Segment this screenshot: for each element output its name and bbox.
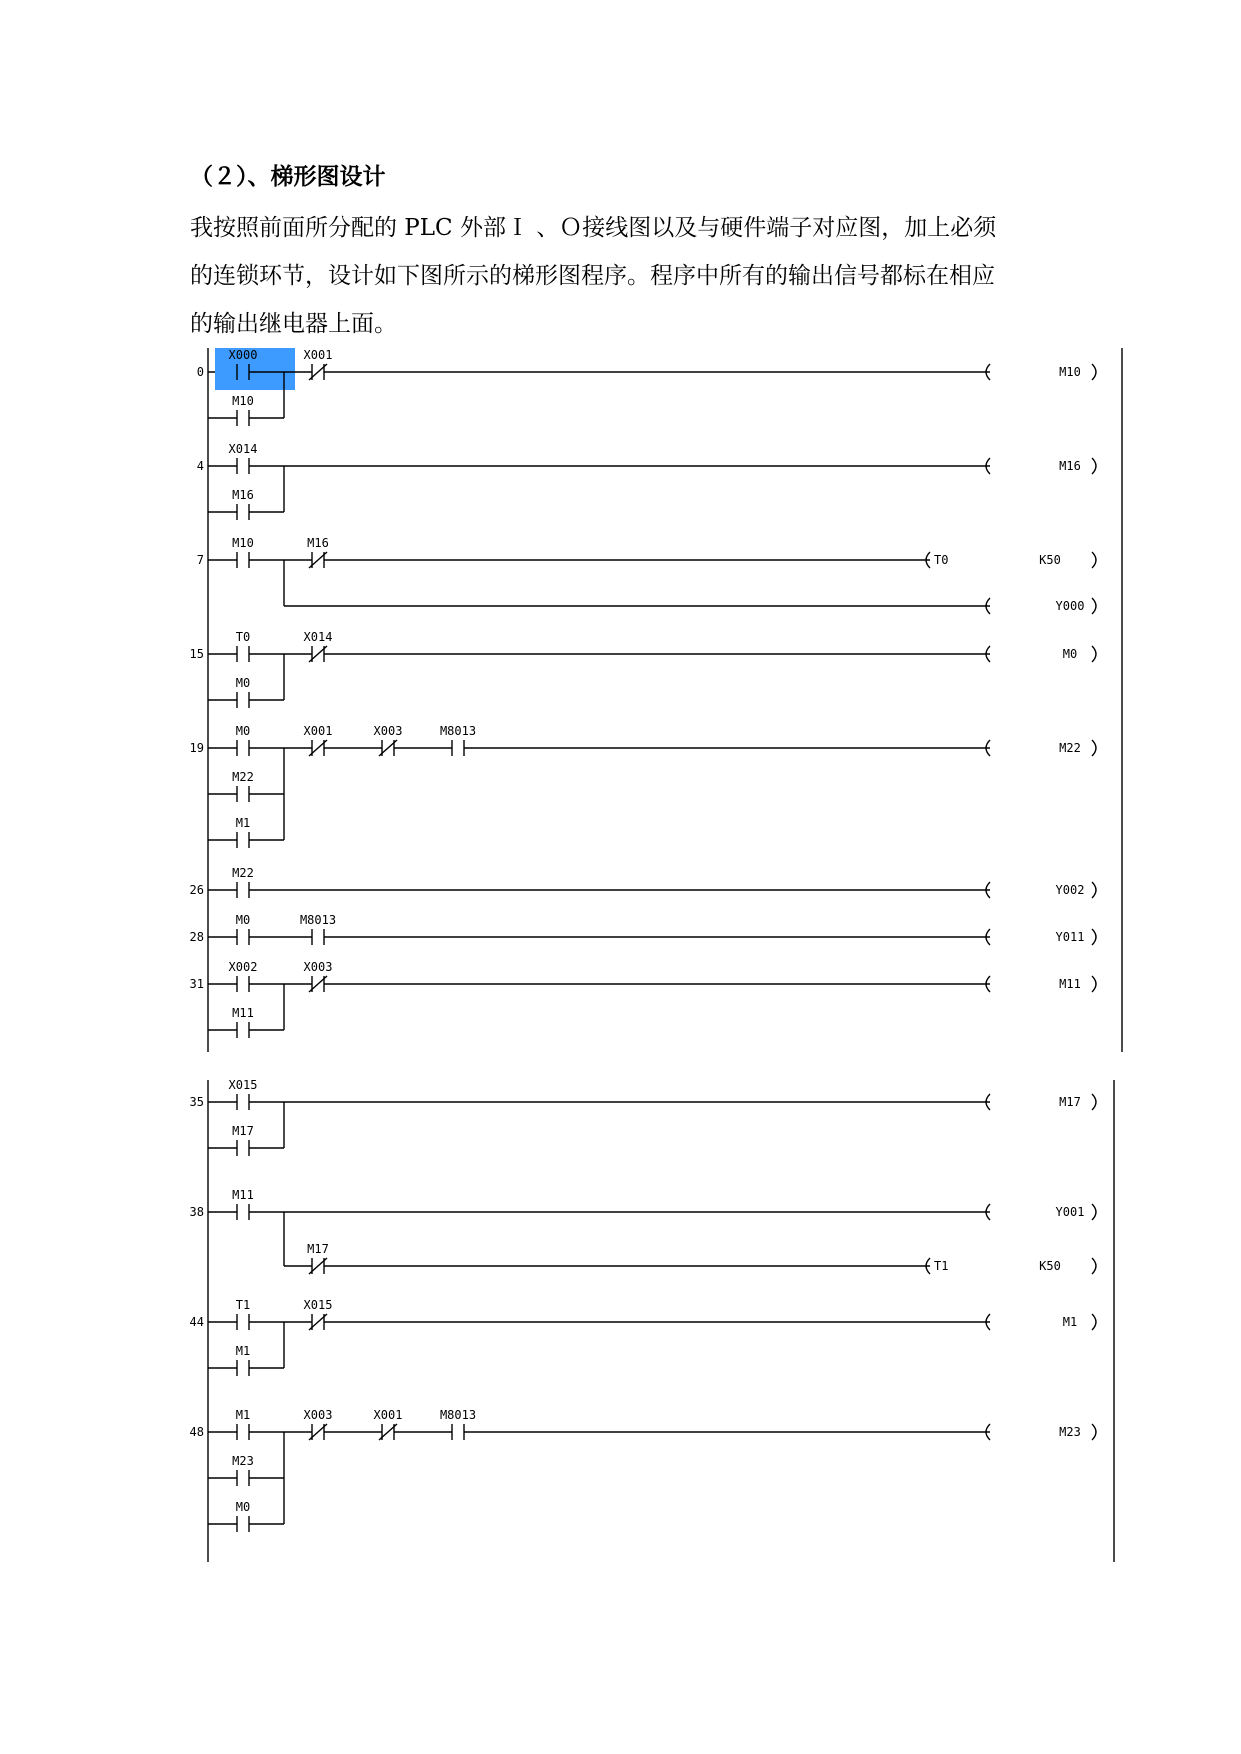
contact-label: M1 [235, 816, 251, 830]
step-number: 19 [189, 741, 204, 755]
contact-label: X000 [228, 348, 258, 362]
coil-name: M22 [1059, 741, 1081, 755]
contact-label: X015 [228, 1078, 258, 1092]
contact-label: M11 [232, 1006, 254, 1020]
step-number: 15 [189, 647, 204, 661]
coil-close [1092, 598, 1096, 614]
contact-label: M11 [232, 1188, 254, 1202]
step-number: 26 [189, 883, 204, 897]
ladder-diagram-part-2 [0, 1066, 1241, 1566]
step-number: 44 [189, 1315, 204, 1329]
contact-label: M0 [235, 913, 251, 927]
coil-operand: K50 [1039, 553, 1061, 567]
step-number: 0 [196, 365, 204, 379]
contact-label: X003 [303, 960, 333, 974]
contact-label: X002 [228, 960, 258, 974]
coil-close [1092, 364, 1096, 380]
contact-label: M0 [235, 1500, 251, 1514]
paragraph-line: 的连锁环节，设计如下图所示的梯形图程序。程序中所有的输出信号都标在相应 [190, 263, 995, 289]
section-heading: （２）、梯形图设计 [190, 164, 386, 190]
contact-label: M1 [235, 1408, 251, 1422]
coil-close [1092, 1424, 1096, 1440]
coil-name: Y011 [1055, 930, 1085, 944]
coil-name: T0 [934, 553, 949, 567]
paragraph-line: 的输出继电器上面。 [190, 311, 397, 337]
step-number: 7 [196, 553, 204, 567]
contact-label: X001 [303, 348, 333, 362]
step-number: 28 [189, 930, 204, 944]
coil-close [1092, 882, 1096, 898]
contact-label: M8013 [439, 1408, 477, 1422]
contact-label: M1 [235, 1344, 251, 1358]
coil-name: M23 [1059, 1425, 1081, 1439]
coil-close [1092, 1314, 1096, 1330]
ladder-diagram-part-1 [0, 348, 1241, 1056]
contact-label: X001 [303, 724, 333, 738]
coil-close [1092, 1204, 1096, 1220]
contact-label: M16 [232, 488, 254, 502]
contact-label: X001 [373, 1408, 403, 1422]
coil-close [1092, 740, 1096, 756]
contact-label: T0 [235, 630, 251, 644]
contact-label: M10 [232, 536, 254, 550]
contact-label: X003 [303, 1408, 333, 1422]
coil-name: M17 [1059, 1095, 1081, 1109]
coil-name: M16 [1059, 459, 1081, 473]
contact-label: T1 [235, 1298, 251, 1312]
coil-name: M0 [1062, 647, 1078, 661]
coil-name: M10 [1059, 365, 1081, 379]
step-number: 31 [189, 977, 204, 991]
step-number: 35 [189, 1095, 204, 1109]
contact-label: M10 [232, 394, 254, 408]
step-number: 4 [196, 459, 204, 473]
contact-label: M17 [307, 1242, 329, 1256]
contact-label: M22 [232, 866, 254, 880]
contact-label: X014 [228, 442, 258, 456]
contact-label: M0 [235, 724, 251, 738]
paragraph-line: 我按照前面所分配的 PLC 外部Ｉ 、Ｏ接线图以及与硬件端子对应图，加上必须 [190, 215, 997, 241]
contact-label: M22 [232, 770, 254, 784]
coil-name: Y002 [1055, 883, 1085, 897]
coil-name: Y000 [1055, 599, 1085, 613]
coil-close [1092, 1258, 1096, 1274]
coil-name: M1 [1062, 1315, 1078, 1329]
coil-name: Y001 [1055, 1205, 1085, 1219]
coil-name: M11 [1059, 977, 1081, 991]
step-number: 38 [189, 1205, 204, 1219]
contact-label: X003 [373, 724, 403, 738]
contact-label: M0 [235, 676, 251, 690]
coil-close [1092, 929, 1096, 945]
contact-label: M16 [307, 536, 329, 550]
contact-label: X014 [303, 630, 333, 644]
contact-label: M17 [232, 1124, 254, 1138]
contact-label: M23 [232, 1454, 254, 1468]
coil-close [1092, 646, 1096, 662]
step-number: 48 [189, 1425, 204, 1439]
contact-label: M8013 [299, 913, 337, 927]
coil-close [1092, 458, 1096, 474]
coil-close [1092, 552, 1096, 568]
coil-operand: K50 [1039, 1259, 1061, 1273]
intro-paragraph [190, 204, 1070, 348]
coil-name: T1 [934, 1259, 949, 1273]
contact-label: X015 [303, 1298, 333, 1312]
contact-label: M8013 [439, 724, 477, 738]
coil-close [1092, 976, 1096, 992]
coil-close [1092, 1094, 1096, 1110]
